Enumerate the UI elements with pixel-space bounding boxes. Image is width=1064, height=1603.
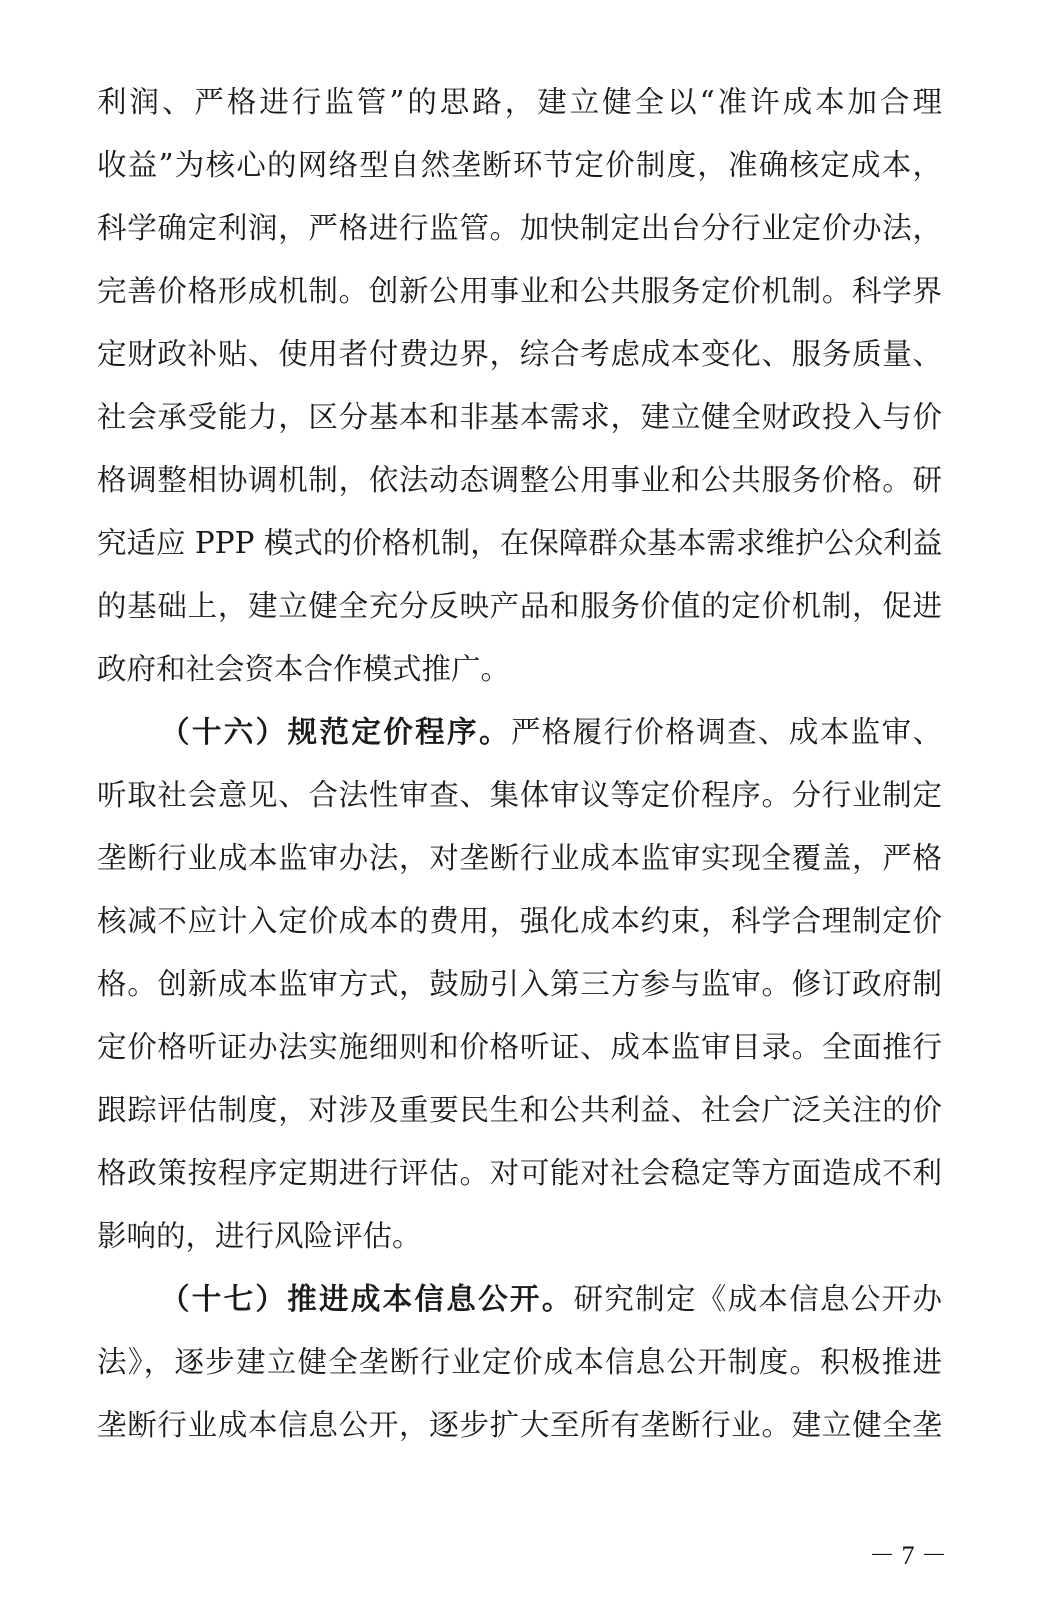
section-16-line-7: 跟踪评估制度，对涉及重要民生和公共利益、社会广泛关注的价	[97, 1093, 942, 1127]
paragraph-1-line-4: 完善价格形成机制。创新公用事业和公共服务定价机制。科学界	[97, 274, 942, 308]
section-16-line-9: 影响的，进行风险评估。	[97, 1219, 422, 1253]
paragraph-1-line-8: 究适应 PPP 模式的价格机制，在保障群众基本需求维护公众利益	[97, 526, 943, 560]
section-16-line-2: 听取社会意见、合法性审查、集体审议等定价程序。分行业制定	[97, 778, 942, 812]
paragraph-1-line-3: 科学确定利润，严格进行监管。加快制定出台分行业定价办法，	[97, 211, 942, 245]
section-16-first-line-text: 严格履行价格调查、成本监审、	[510, 715, 942, 749]
paragraph-1-line-10: 政府和社会资本合作模式推广。	[97, 652, 511, 686]
paragraph-1-line-9: 的基础上，建立健全充分反映产品和服务价值的定价机制，促进	[97, 589, 942, 623]
section-16-line-3: 垄断行业成本监审办法，对垄断行业成本监审实现全覆盖，严格	[97, 841, 942, 875]
paragraph-1-line-7: 格调整相协调机制，依法动态调整公用事业和公共服务价格。研	[97, 463, 942, 497]
section-17-line-3: 垄断行业成本信息公开，逐步扩大至所有垄断行业。建立健全垄	[97, 1408, 942, 1442]
section-16-line-8: 格政策按程序定期进行评估。对可能对社会稳定等方面造成不利	[97, 1156, 942, 1190]
section-17-first-line	[160, 1279, 942, 1319]
page-number: － 7 －	[868, 1541, 947, 1570]
section-16-line-5: 格。创新成本监审方式，鼓励引入第三方参与监审。修订政府制	[97, 967, 942, 1001]
section-17-heading: （十七）推进成本信息公开。	[160, 1282, 574, 1316]
paragraph-1-line-1: 利润、严格进行监管”的思路，建立健全以“准许成本加合理	[97, 85, 942, 119]
section-16-line-6: 定价格听证办法实施细则和价格听证、成本监审目录。全面推行	[97, 1030, 942, 1064]
section-17-line-2: 法》，逐步建立健全垄断行业定价成本信息公开制度。积极推进	[97, 1345, 942, 1379]
section-16-line-4: 核减不应计入定价成本的费用，强化成本约束，科学合理制定价	[97, 904, 942, 938]
section-16-first-line	[160, 712, 942, 752]
paragraph-1-line-5: 定财政补贴、使用者付费边界，综合考虑成本变化、服务质量、	[97, 337, 942, 371]
paragraph-1-line-6: 社会承受能力，区分基本和非基本需求，建立健全财政投入与价	[97, 400, 942, 434]
section-16-heading: （十六）规范定价程序。	[160, 715, 511, 749]
section-17-first-line-text: 研究制定《成本信息公开办	[573, 1282, 942, 1316]
paragraph-1-line-2: 收益”为核心的网络型自然垄断环节定价制度，准确核定成本，	[97, 148, 942, 182]
